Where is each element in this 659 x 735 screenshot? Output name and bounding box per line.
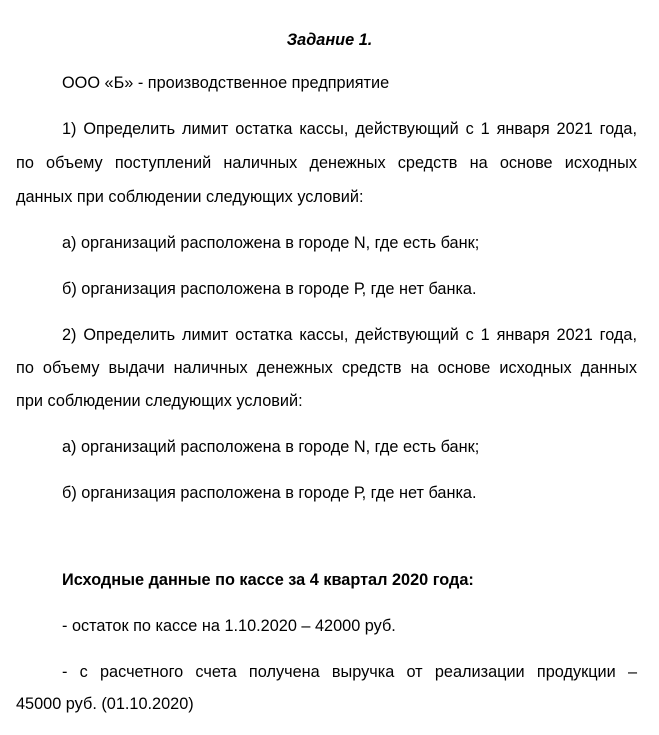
task2-condition-b: б) организация расположена в городе Р, где нет банка. — [62, 484, 477, 502]
task2-text-line-1: 2) Определить лимит остатка кассы, действующий с 1 января 2021 года, — [62, 326, 637, 344]
source-item-cash-balance: - остаток по кассе на 1.10.2020 – 42000 руб. — [62, 617, 396, 635]
task1-condition-a: а) организаций расположена в городе N, где есть банк; — [62, 234, 480, 252]
source-item-revenue-line-1: - с расчетного счета получена выручка от реализации продукции – — [62, 663, 637, 681]
source-item-revenue-line-2: 45000 руб. (01.10.2020) — [16, 695, 194, 713]
task1-condition-b: б) организация расположена в городе Р, где нет банка. — [62, 280, 477, 298]
task1-text-line-1: 1) Определить лимит остатка кассы, действующий с 1 января 2021 года, — [62, 120, 637, 138]
task1-text-line-2: по объему поступлений наличных денежных средств на основе исходных — [16, 154, 637, 172]
task2-text-line-3: при соблюдении следующих условий: — [16, 392, 303, 410]
task2-condition-a: а) организаций расположена в городе N, где есть банк; — [62, 438, 480, 456]
task1-text-line-3: данных при соблюдении следующих условий: — [16, 188, 364, 206]
source-data-heading: Исходные данные по кассе за 4 квартал 2020 года: — [62, 571, 474, 589]
task2-text-line-2: по объему выдачи наличных денежных средств на основе исходных данных — [16, 359, 637, 377]
company-description: ООО «Б» - производственное предприятие — [62, 74, 390, 92]
task-title: Задание 1. — [286, 31, 373, 49]
